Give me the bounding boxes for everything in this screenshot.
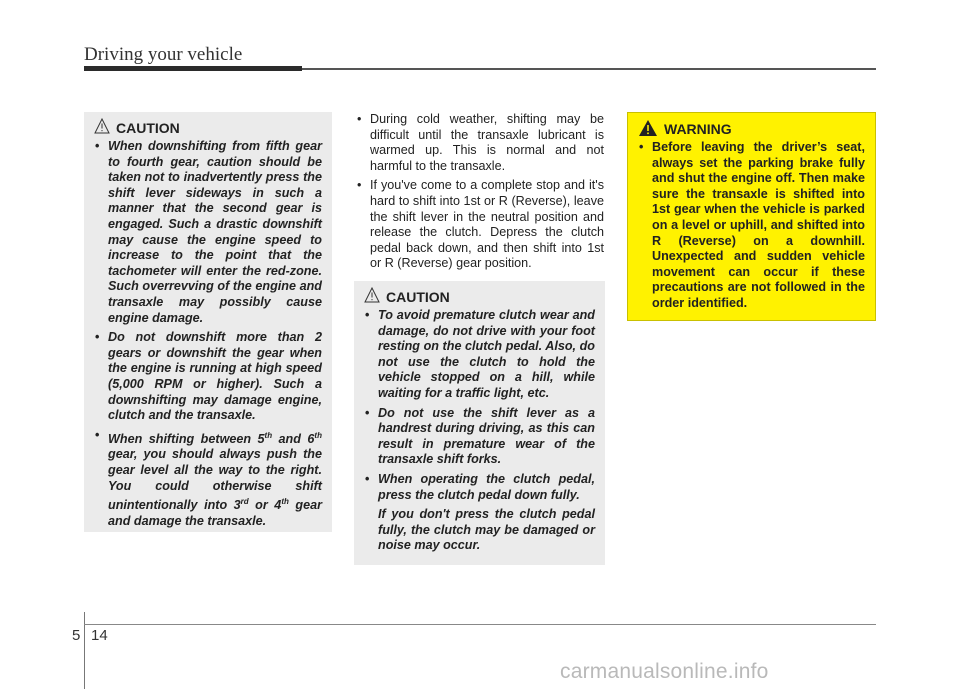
ordinal-suffix: rd: [240, 497, 249, 507]
caution-item: • To avoid premature clutch wear and damage, do not drive with your foot resting on the clutch pedal. Also, do not use the clutch to hold the vehicle stopped on a hill, while waiting for a traffic light, etc.: [364, 308, 595, 402]
warning-title-text: WARNING: [664, 121, 732, 137]
caution-text: and 6: [272, 431, 315, 446]
caution-list: [94, 139, 322, 530]
warning-box: [627, 112, 876, 321]
caution-title: [386, 289, 595, 305]
header-rule: [302, 68, 876, 70]
body-bullet: • If you've come to a complete stop and it's hard to shift into 1st or R (Reverse), leave the shift lever in the neutral position and release the clutch. Depress the clutch pedal back down, and then shift into 1st or R (Reverse) gear position.: [356, 178, 604, 272]
middle-bullet-list: [356, 112, 604, 276]
caution-item: • When downshifting from fifth gear to fourth gear, caution should be taken not to inadvertently press the shift lever sideways in such a manner that the second gear is engaged. Such a drastic downshift may cause the engine speed to increase to the point that the tachometer will enter the red-zone. Such overrevving of the engine and transaxle may possibly cause engine damage.: [94, 139, 322, 326]
caution-list: [364, 308, 595, 503]
caution-triangle-icon: [94, 118, 110, 134]
warning-item: • Before leaving the driver’s seat, always set the parking brake fully and shut the engine off. Then make sure the transaxle is shifted into 1st gear when the vehicle is parked on a level or uphill, and shifted into R (Reverse) on a downhill. Unexpected and sudden vehicle movement can occur if these precautions are not followed in the order identified.: [638, 140, 865, 312]
caution-extra-text: If you don't press the clutch pedal fully, the clutch may be damaged or noise may occur.: [378, 507, 595, 553]
footer-rule: [84, 624, 876, 625]
caution-text: or 4: [248, 498, 282, 513]
caution-item: [94, 428, 322, 530]
caution-text: When shifting between 5: [108, 431, 265, 446]
warning-list: [638, 140, 865, 312]
section-number: 5: [72, 627, 81, 644]
caution-triangle-icon: [364, 287, 380, 303]
caution-box-middle: [354, 281, 605, 565]
caution-box-left: [84, 112, 332, 532]
ordinal-suffix: th: [314, 430, 322, 440]
ordinal-suffix: th: [264, 430, 273, 440]
warning-triangle-icon: [638, 119, 658, 137]
watermark-url: carmanualsonline.info: [560, 660, 769, 683]
warning-title: [664, 121, 865, 137]
caution-title-text: CAUTION: [386, 289, 450, 305]
caution-title-text: CAUTION: [116, 120, 180, 136]
page-number: 14: [91, 627, 108, 644]
caution-text: gear, you should always push the gear level all the way to the right. You could otherwise shift unintentionally into 3: [108, 447, 322, 513]
body-bullet: • During cold weather, shifting may be difficult until the transaxle lubricant is warmed up. This is normal and not harmful to the transaxle.: [356, 112, 604, 174]
caution-title: [116, 120, 322, 136]
ordinal-suffix: th: [281, 497, 289, 507]
caution-item: • When operating the clutch pedal, press the clutch pedal down fully.: [364, 472, 595, 503]
page-header-title: Driving your vehicle: [84, 44, 243, 65]
caution-text: gear and damage the transaxle.: [108, 498, 322, 529]
caution-item: • Do not downshift more than 2 gears or downshift the gear when the engine is running at high speed (5,000 RPM or higher). Such a downshifting may damage engine, clutch and the transaxle.: [94, 330, 322, 424]
caution-item: • Do not use the shift lever as a handrest during driving, as this can result in premature wear of the transaxle shift forks.: [364, 406, 595, 468]
header-bar-dark: [84, 66, 302, 71]
